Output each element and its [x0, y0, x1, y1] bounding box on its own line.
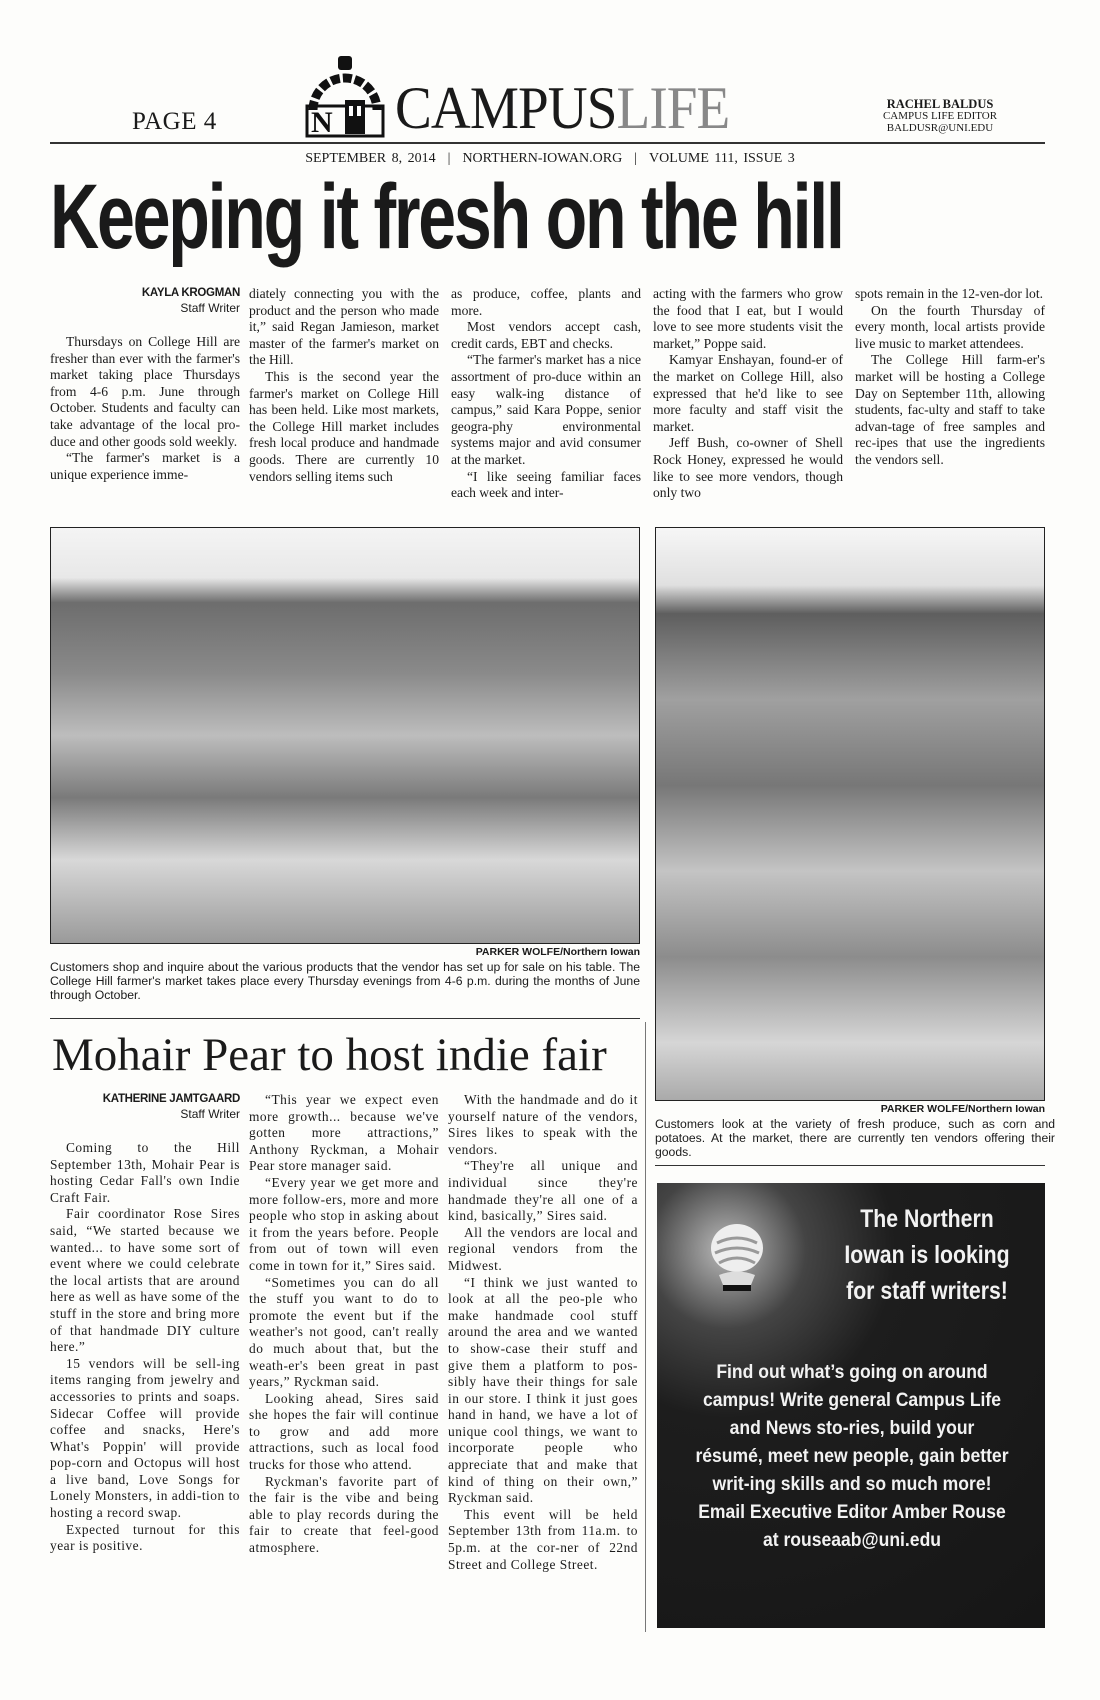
- photo-credit: PARKER WOLFE/Northern Iowan: [475, 946, 640, 958]
- photo-caption: Customers shop and inquire about the various products that the vendor has set up for sale on his table. The College Hill farmer's market takes place every Thursday evenings from 4-6 p.m. during the months of June through October.: [50, 960, 640, 1002]
- page-number: PAGE 4: [132, 108, 217, 135]
- editor-email: BALDUSR@UNI.EDU: [886, 122, 994, 134]
- separator: |: [447, 151, 451, 166]
- staff-writers-ad: [657, 1183, 1045, 1628]
- editor-title: CAMPUS LIFE EDITOR: [882, 110, 998, 122]
- editor-name: RACHEL BALDUS: [886, 97, 994, 111]
- separator: |: [634, 151, 638, 166]
- paragraph: Ryckman's favorite part of the fair is the vibe and being able to play records during the fair to create that feel-good atmosphere.: [249, 1473, 439, 1556]
- issue-date: SEPTEMBER 8, 2014: [305, 151, 436, 166]
- volume-issue: VOLUME 111, ISSUE 3: [649, 151, 795, 166]
- light-bulb-icon: [697, 1213, 777, 1303]
- paragraph: spots remain in the 12-ven-dor lot.: [855, 286, 1044, 301]
- ad-body: Find out what’s going on around campus! Write general Campus Life and News sto-ries, build your résumé, meet new people, gain better writ-ing skills and so much more! Email Executive Editor Amber Rouse at rouseaab@uni.edu: [695, 1361, 1009, 1551]
- paragraph: Coming to the Hill September 13th, Mohair Pear is hosting Cedar Fall's own Indie Craft Fair.: [50, 1140, 240, 1205]
- article1-column-2: [249, 286, 439, 485]
- paragraph: All the vendors are local and regional vendors from the Midwest.: [448, 1224, 638, 1273]
- paragraph: “I like seeing familiar faces each week and inter-: [451, 468, 641, 501]
- divider: [50, 1018, 640, 1019]
- paragraph: “Every year we get more and more follow-ers, more and more people who stop in asking about it from the years before. People from out of town will even come in town for it,” Sires said.: [249, 1174, 439, 1273]
- article2-column-3: [448, 1092, 638, 1573]
- paragraph: Thursdays on College Hill are fresher than ever with the farmer's market taking place Thursdays from 4-6 p.m. June through October. Students and faculty can take advantage of the local pro-duce and other goods sold weekly.: [50, 334, 240, 449]
- paragraph: Looking ahead, Sires said she hopes the fair will continue to grow and add more attractions, such as local food trucks for those who attend.: [249, 1390, 439, 1473]
- dateline: [0, 151, 1100, 167]
- ad-title: The Northern Iowan is looking for staff writers!: [844, 1205, 1010, 1305]
- paragraph: Kamyar Enshayan, found-er of the market on College Hill, also expressed that he'd like to see more faculty and staff visit the market.: [653, 352, 843, 434]
- paragraph: “The farmer's market is a unique experience imme-: [50, 450, 240, 482]
- byline: [50, 1092, 240, 1122]
- divider: [655, 1165, 1045, 1166]
- paragraph: “They're all unique and individual since they're handmade they're all one of a kind, basically,” Sires said.: [448, 1158, 638, 1224]
- author-name: KAYLA KROGMAN: [141, 287, 240, 299]
- paragraph: acting with the farmers who grow the food that I eat, but I would love to see more students visit the market,” Poppe said.: [653, 286, 843, 351]
- uni-logo-icon: [305, 50, 385, 138]
- author-name: KATHERINE JAMTGAARD: [102, 1093, 240, 1105]
- paragraph: “This year we expect even more growth... because we've gotten more attractions,” Anthony Ryckman, a Mohair Pear store manager said.: [249, 1092, 439, 1174]
- column-divider: [645, 1022, 646, 1632]
- paragraph: “The farmer's market has a nice assortment of pro-duce within an easy walk-ing distance of campus,” said Kara Poppe, senior geogra-phy environmental systems major and avid consumer at the market.: [451, 352, 641, 467]
- paragraph: “Sometimes you can do all the stuff you want to do to promote the event but if the weather's not good, can't really do much about that, but the weath-er's been great in past years,” Ryckman said.: [249, 1274, 439, 1390]
- photo-caption: Customers look at the variety of fresh produce, such as corn and potatoes. At the market, there are currently ten vendors offering their goods.: [655, 1117, 1055, 1159]
- paragraph: This is the second year the farmer's market on College Hill has been held. Like most markets, the College Hill market includes fresh local produce and handmade goods. There are currently 10 vendors selling items such: [249, 368, 439, 484]
- paragraph: Fair coordinator Rose Sires said, “We started because we wanted... to have some sort of event where we could celebrate the local artists that are around here as well as have some of the stuff in the store and bring more of that handmade DIY culture here.”: [50, 1206, 240, 1355]
- article1-column-3: [451, 286, 641, 502]
- editor-info: [850, 98, 1030, 134]
- byline: [50, 286, 240, 316]
- market-photo-2: [655, 527, 1045, 1101]
- article2-column-1: [50, 1092, 240, 1555]
- paragraph: Expected turnout for this year is positive.: [50, 1521, 240, 1554]
- paragraph: With the handmade and do it yourself nature of the vendors, Sires likes to speak with the vendors.: [448, 1092, 638, 1157]
- paragraph: This event will be held September 13th from 11a.m. to 5p.m. at the cor-ner of 22nd Street and College Street.: [448, 1506, 638, 1572]
- article-headline: Keeping it fresh on the hill: [50, 166, 843, 268]
- article-headline: Mohair Pear to host indie fair: [52, 1029, 607, 1081]
- author-title: Staff Writer: [180, 1107, 240, 1121]
- paragraph: On the fourth Thursday of every month, local artists provide live music to market attendees.: [855, 302, 1045, 351]
- section-masthead: [395, 75, 730, 141]
- header-rule: [50, 142, 1045, 144]
- photo-credit: PARKER WOLFE/Northern Iowan: [880, 1103, 1045, 1115]
- masthead-campus: CAMPUS: [395, 75, 617, 141]
- article1-column-4: [653, 286, 843, 502]
- paragraph: “I think we just wanted to look at all the peo-ple who make handmade cool stuff around the area and we wanted to show-case their stuff and give them a platform to pos-sibly have their things for sale in our store. I think it just goes hand in hand, we have a lot of unique cool things, we want to incorporate people who appreciate that and make that kind of thing on their own,” Ryckman said.: [448, 1274, 638, 1506]
- article1-column-5: [855, 286, 1045, 469]
- article2-column-2: [249, 1092, 439, 1557]
- paragraph: as produce, coffee, plants and more.: [451, 286, 641, 318]
- paragraph: Jeff Bush, co-owner of Shell Rock Honey, expressed he would like to see more vendors, though only two: [653, 435, 843, 501]
- paragraph: 15 vendors will be sell-ing items ranging from jewelry and accessories to prints and soaps. Sidecar Coffee will provide coffee and snacks, Here's What's Poppin' will provide pop-corn and Octopus will host a live band, Love Songs for Lonely Monsters, in addi-tion to hosting a record swap.: [50, 1355, 240, 1521]
- masthead-life: LIFE: [616, 75, 730, 141]
- website: NORTHERN-IOWAN.ORG: [462, 151, 623, 166]
- paragraph: diately connecting you with the product and the person who made it,” said Regan Jamieson, market master of the farmer's market on the Hill.: [249, 286, 439, 368]
- svg-text:N: N: [311, 106, 333, 138]
- paragraph: The College Hill farm-er's market will be hosting a College Day on September 11th, allowing students, fac-ulty and staff to take advan-tage of free samples and rec-ipes that use the ingredients the vendors sell.: [855, 352, 1045, 467]
- paragraph: Most vendors accept cash, credit cards, EBT and checks.: [451, 319, 641, 351]
- author-title: Staff Writer: [180, 301, 240, 315]
- market-photo-1: [50, 527, 640, 944]
- article1-column-1: [50, 286, 240, 483]
